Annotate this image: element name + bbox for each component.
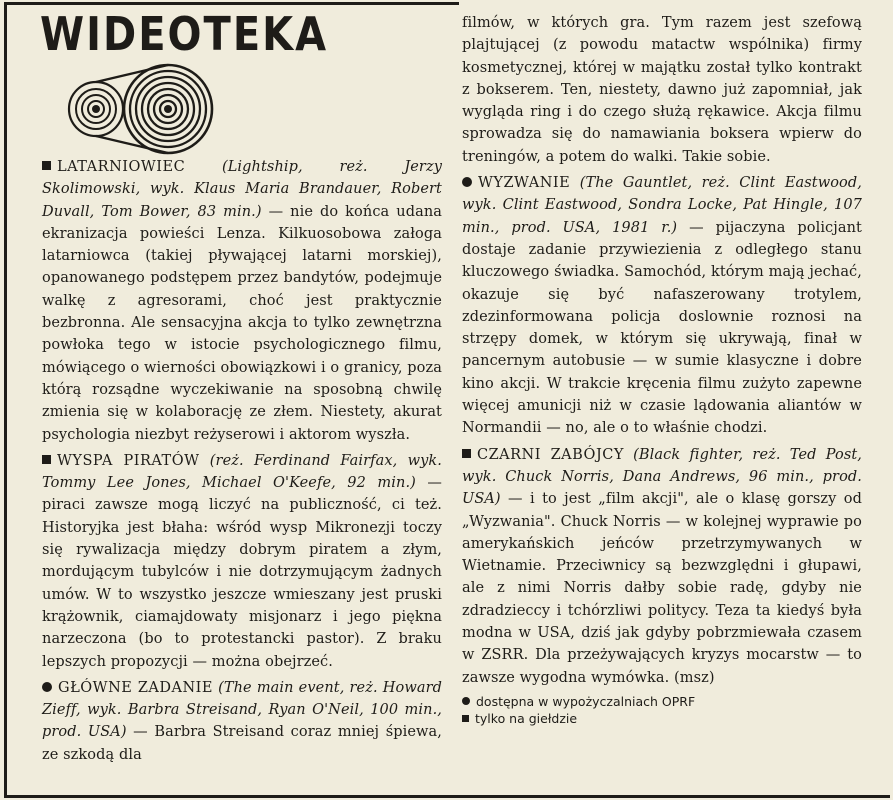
frame-bottom-rule [4,795,890,798]
film-title: CZARNI ZABÓJCY [477,446,624,463]
film-title: WYZWANIE [478,175,571,192]
square-marker-icon [42,455,51,464]
film-credits: (The Gauntlet, reż. Clint Eastwood, wyk. Clint Eastwood, Sondra Locke, Pat Hingle, 107 min., prod. USA, 1981 r.) [462,175,862,236]
film-review-entry [42,156,442,446]
square-marker-icon [42,161,51,170]
square-marker-icon [462,715,469,722]
film-title: GŁÓWNE ZADANIE [58,679,213,696]
legend-market-text: tylko na giełdzie [475,710,578,726]
review-text: — i to jest „film akcji", ale o klasę gorszy od „Wyzwania". Chuck Norris — w kolejnej wyprawie po amerykańskich jeńców przetrzymywanych w Wietnamie. Przeciwnicy są bezwzględni i głupawi, ale z nimi Norris dałby sobie radę, gdyby nie zdradzieccy i tchórzliwi politycy. Teza ta kiedyś była modna w USA, dziś jak gdyby pobrzmiewała czasem w ZSRR. Dla przeżywających kryzys mocarstw — to zawsze wygodna wymówka. (msz) [462,491,863,686]
film-credits: (Lightship, reż. Jerzy Skolimowski, wyk. Klaus Maria Brandauer, Robert Duvall, Tom Bower, 83 min.) [42,159,442,220]
film-title: WYSPA PIRATÓW [57,452,200,469]
legend-rental-text: dostępna w wypożyczalniach OPRF [476,693,696,709]
film-review-entry [462,444,862,689]
review-text: — nie do końca udana ekranizacja powieści Lenza. Kilkuosobowa załoga latarniowca (takiej pływającej latarni morskiej), opanowanego podstępem przez bandytów, podejmuje walkę z agresorami, choć jest praktycznie bezbronna. Ale sensacyjna akcja to tylko zewnętrzna powłoka tego w istocie psychologicznego filmu, mówiącego o wierności obowiązkowi i o granicy, poza którą rozsądne wyczekiwanie na sposobną chwilę zmienia się w kolaborację ze złem. Niestety, akurat psychologia niezbyt reżyserowi i aktorom wyszła. [42,203,442,443]
film-title: LATARNIOWIEC [57,159,186,175]
dot-marker-icon [462,177,472,187]
left-column [42,156,442,770]
right-column-entries [462,12,862,689]
legend-item-market [462,710,862,727]
review-text: filmów, w których gra. Tym razem jest szefową plajtującej (z powodu matactw wspólnika) firmy kosmetycznej, której w majątku został tylko kontrakt z bokserem. Ten, niestety, dawno już zapomniał, jak wygląda ring i do czego służą rękawice. Akcja filmu sprowadza się do namawiania boksera wpierw do treningów, a potem do walki. Takie sobie. [462,15,862,165]
review-text: — pijaczyna policjant dostaje zadanie przywiezienia z odległego stanu kluczowego świadka. Samochód, którym mają jechać, okazuje się być nafaszerowany trotylem, zdezinformowana policja doslownie roznosi na strzępy domek, w którym się ukrywają, finał w pancernym autobusie — w sumie klasyczne i dobre kino akcji. W trakcie kręcenia filmu zużyto zapewne więcej amunicji niż w czasie lądowania aliantów w Normandii — no, ale o to właśnie chodzi. [462,219,862,437]
right-column [462,12,862,727]
film-review-entry [462,172,862,440]
film-review-entry [462,12,862,168]
availability-legend [462,693,862,727]
film-review-entry [42,450,442,673]
dot-marker-icon [42,682,52,692]
legend-item-rental [462,693,862,710]
review-text: — piraci zawsze mogą liczyć na publiczność, ci też. Historyjka jest błaha: wśród wysp Mikronezji toczy się rywalizacja między dobrym piratem a złym, mordującym tubylców i nie dotrzymującym żadnych umów. W to wszystko jeszcze wmieszany jest pruski krążownik, ciamajdowaty misjonarz i jego piękna narzeczona (bo to protestancki pastor). Z braku lepszych propozycji — można obejrzeć. [42,475,442,670]
film-credits: (Black fighter, reż. Ted Post, wyk. Chuck Norris, Dana Andrews, 96 min., prod. USA) [462,446,862,508]
frame-left-rule [4,2,7,798]
film-reel-icon [58,62,218,162]
review-text: — Barbra Streisand coraz mniej śpiewa, ze szkodą dla [42,724,442,763]
frame-top-rule [4,2,459,5]
film-review-entry [42,677,442,766]
film-credits: (The main event, reż. Howard Zieff, wyk. Barbra Streisand, Ryan O'Neil, 100 min., prod. USA) [42,679,442,741]
square-marker-icon [462,449,471,458]
section-logo: WIDEOTEKA [40,8,329,62]
section-header [40,8,329,62]
dot-marker-icon [462,697,470,705]
film-credits: (reż. Ferdinand Fairfax, wyk. Tommy Lee Jones, Michael O'Keefe, 92 min.) [42,452,442,492]
